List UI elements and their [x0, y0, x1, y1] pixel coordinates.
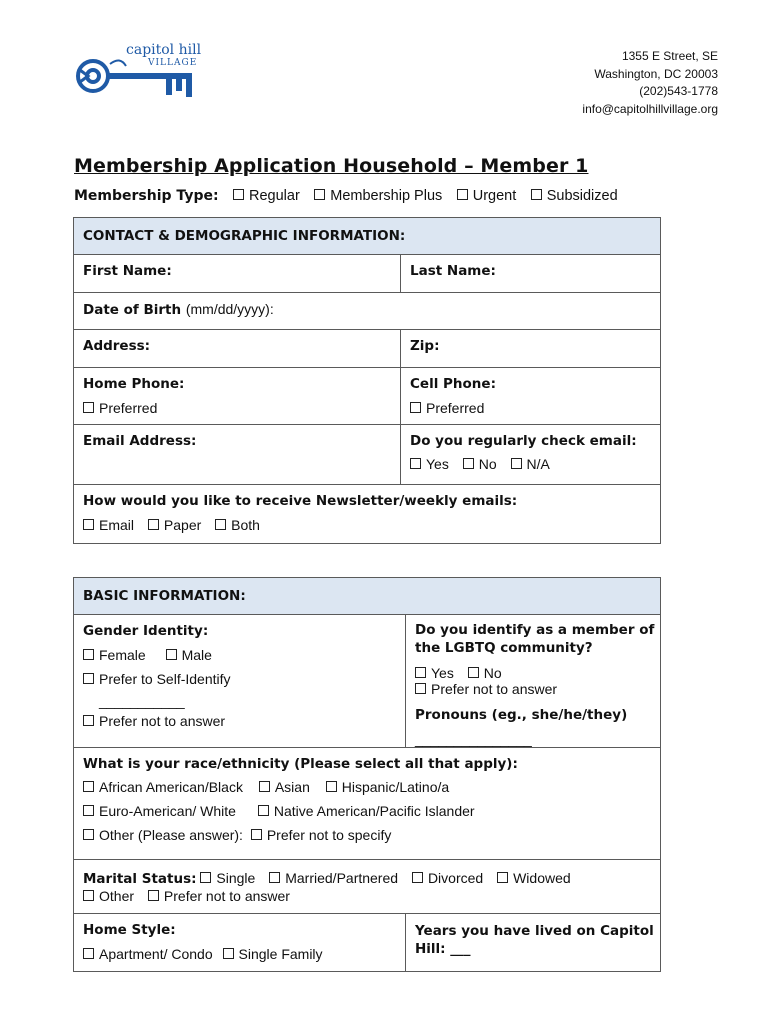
gender-identity-field: Gender Identity: Female Male Prefer to Self-Identify ___________ Prefer not to answer: [74, 615, 406, 748]
checkbox-icon[interactable]: [314, 189, 325, 200]
org-contact-info: [582, 48, 718, 118]
checkbox-icon[interactable]: [463, 458, 474, 469]
home-style-question: Home Style: Apartment/ Condo Single Family: [74, 914, 406, 972]
race-asian[interactable]: Asian: [259, 779, 310, 795]
self-identify-blank[interactable]: ___________: [99, 693, 185, 709]
newsletter-both[interactable]: Both: [215, 517, 260, 533]
race-ethnicity-question: What is your race/ethnicity (Please select all that apply): African American/Black Asian Hispanic/Latino/a Euro-American/ White Native American/Pacific Islander Other (Please answer): Prefer not to specify: [74, 748, 661, 860]
marital-no-answer[interactable]: Prefer not to answer: [148, 888, 290, 904]
checkbox-icon[interactable]: [412, 872, 423, 883]
org-email: info@capitolhillvillage.org: [582, 101, 718, 116]
checkbox-icon[interactable]: [326, 781, 337, 792]
page-title: Membership Application Household – Member 1: [74, 155, 589, 177]
race-no-answer[interactable]: Prefer not to specify: [251, 827, 392, 843]
membership-type-row: [74, 188, 618, 204]
checkbox-icon[interactable]: [148, 890, 159, 901]
address-line-2: Washington, DC 20003: [594, 66, 718, 81]
checkbox-icon[interactable]: [269, 872, 280, 883]
pronouns-blank[interactable]: _______________: [415, 731, 532, 747]
checkbox-icon[interactable]: [200, 872, 211, 883]
checkbox-icon[interactable]: [83, 948, 94, 959]
cell-phone-field[interactable]: Cell Phone: Preferred: [401, 368, 661, 425]
logo-text: capitol hill: [126, 42, 202, 58]
section-heading: BASIC INFORMATION:: [74, 578, 661, 615]
marital-married[interactable]: Married/Partnered: [269, 870, 398, 886]
gender-male[interactable]: Male: [166, 647, 212, 663]
address-line-1: 1355 E Street, SE: [621, 49, 718, 63]
membership-option-subsidized[interactable]: Subsidized: [531, 188, 618, 204]
race-other[interactable]: Other (Please answer):: [83, 827, 243, 843]
address-field[interactable]: Address:: [74, 330, 401, 368]
lgbtq-no[interactable]: No: [468, 665, 502, 681]
newsletter-question: How would you like to receive Newsletter/weekly emails: Email Paper Both: [74, 485, 661, 544]
checkbox-icon[interactable]: [83, 673, 94, 684]
marital-status-question: Marital Status: Single Married/Partnered Divorced Widowed Other Prefer not to answer: [74, 860, 661, 914]
basic-information-table: [73, 577, 661, 972]
years-on-hill-field[interactable]: Years you have lived on Capitol Hill: ___: [406, 914, 661, 972]
checkbox-icon[interactable]: [251, 829, 262, 840]
zip-field[interactable]: Zip:: [401, 330, 661, 368]
marital-divorced[interactable]: Divorced: [412, 870, 483, 886]
home-phone-field[interactable]: Home Phone: Preferred: [74, 368, 401, 425]
newsletter-paper[interactable]: Paper: [148, 517, 201, 533]
check-email-no[interactable]: No: [463, 456, 497, 472]
lgbtq-yes[interactable]: Yes: [415, 665, 454, 681]
race-african-american[interactable]: African American/Black: [83, 779, 243, 795]
checkbox-icon[interactable]: [415, 667, 426, 678]
marital-other[interactable]: Other: [83, 888, 134, 904]
checkbox-icon[interactable]: [258, 805, 269, 816]
checkbox-icon[interactable]: [223, 948, 234, 959]
section-heading: CONTACT & DEMOGRAPHIC INFORMATION:: [74, 218, 661, 255]
logo-subtext: VILLAGE: [148, 58, 198, 68]
home-style-single-family[interactable]: Single Family: [223, 946, 323, 962]
race-hispanic[interactable]: Hispanic/Latino/a: [326, 779, 449, 795]
check-email-question: Do you regularly check email: Yes No N/A: [401, 425, 661, 485]
contact-demographic-table: [73, 217, 661, 544]
check-email-yes[interactable]: Yes: [410, 456, 449, 472]
newsletter-email[interactable]: Email: [83, 517, 134, 533]
last-name-field[interactable]: Last Name:: [401, 255, 661, 293]
race-native-american[interactable]: Native American/Pacific Islander: [258, 803, 475, 819]
checkbox-icon[interactable]: [83, 829, 94, 840]
cell-phone-preferred[interactable]: Preferred: [410, 400, 660, 416]
checkbox-icon[interactable]: [259, 781, 270, 792]
checkbox-icon[interactable]: [415, 683, 426, 694]
gender-female[interactable]: Female: [83, 647, 146, 663]
lgbtq-question: Do you identify as a member of the LGBTQ community? Yes No Prefer not to answer Pronouns (eg., she/he/they) _______________: [406, 615, 661, 748]
checkbox-icon[interactable]: [148, 519, 159, 530]
checkbox-icon[interactable]: [83, 519, 94, 530]
checkbox-icon[interactable]: [83, 781, 94, 792]
date-of-birth-field[interactable]: Date of Birth (mm/dd/yyyy):: [74, 293, 661, 330]
checkbox-icon[interactable]: [410, 458, 421, 469]
membership-option-plus[interactable]: Membership Plus: [314, 188, 442, 204]
checkbox-icon[interactable]: [531, 189, 542, 200]
checkbox-icon[interactable]: [215, 519, 226, 530]
membership-option-urgent[interactable]: Urgent: [457, 188, 517, 204]
membership-type-label: Membership Type:: [74, 188, 219, 204]
checkbox-icon[interactable]: [468, 667, 479, 678]
check-email-na[interactable]: N/A: [511, 456, 550, 472]
checkbox-icon[interactable]: [410, 402, 421, 413]
marital-single[interactable]: Single: [200, 870, 255, 886]
first-name-field[interactable]: First Name:: [74, 255, 401, 293]
checkbox-icon[interactable]: [511, 458, 522, 469]
home-style-apartment[interactable]: Apartment/ Condo: [83, 946, 213, 962]
home-phone-preferred[interactable]: Preferred: [83, 400, 400, 416]
logo: [74, 42, 204, 106]
race-euro-american[interactable]: Euro-American/ White: [83, 803, 236, 819]
checkbox-icon[interactable]: [83, 890, 94, 901]
checkbox-icon[interactable]: [166, 649, 177, 660]
checkbox-icon[interactable]: [233, 189, 244, 200]
checkbox-icon[interactable]: [83, 649, 94, 660]
email-address-field[interactable]: Email Address:: [74, 425, 401, 485]
gender-self-identify[interactable]: Prefer to Self-Identify: [83, 671, 405, 687]
marital-widowed[interactable]: Widowed: [497, 870, 571, 886]
checkbox-icon[interactable]: [83, 715, 94, 726]
checkbox-icon[interactable]: [83, 805, 94, 816]
org-phone: (202)543-1778: [639, 84, 718, 98]
checkbox-icon[interactable]: [457, 189, 468, 200]
lgbtq-no-answer[interactable]: Prefer not to answer: [415, 681, 557, 697]
checkbox-icon[interactable]: [83, 402, 94, 413]
checkbox-icon[interactable]: [497, 872, 508, 883]
membership-option-regular[interactable]: Regular: [233, 188, 300, 204]
gender-no-answer[interactable]: Prefer not to answer: [83, 713, 405, 729]
